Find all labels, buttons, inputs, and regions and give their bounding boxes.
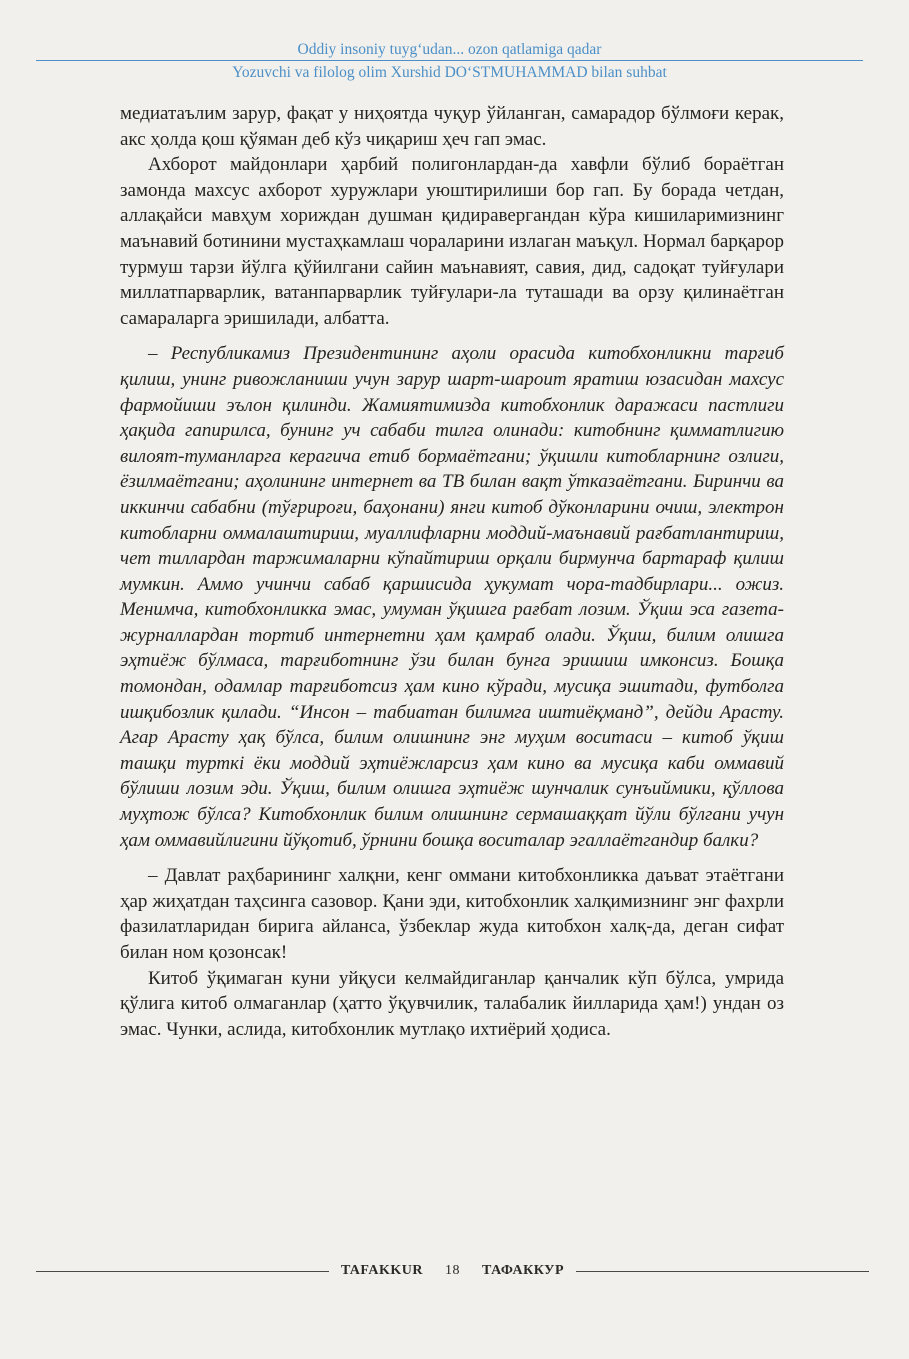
interviewer-question: – Республикамиз Президентининг аҳоли орасида китобхонликни тарғиб қилиш, унинг ривожланиши учун зарур шарт-шароит яратиш юзасидан махсус фармойиши эълон қилинди. Жамиятимизда китобхонлик даражаси пастлиги ҳақида гапирилса, бунинг уч сабаби тилга олинади: китобнинг қимматлигию вилоят-туманларга керагича етиб бормаётгани; ўқишли китобларнинг озлиги, ёзилмаётгани; аҳолининг интернет ва ТВ билан вақт ўтказаётгани. Биринчи ва иккинчи сабабни (тўғрироғи, баҳонани) янги китоб дўконларини очиш, электрон китобларни оммалаштириш, муаллифларни моддий-маънавий рағбатлантириш, чет тиллардан таржималарни кўпайтириш орқали бирмунча бартараф қилиш мумкин. Аммо учинчи сабаб қаршисида ҳукумат чора-тадбирлари... ожиз. Менимча, китобхонликка эмас, умуман ўқишга рағбат лозим. Ўқиш эса газета-журналлардан тортиб интернетни ҳам қамраб олади. Ўқиш, билим олишга эҳтиёж бўлмаса, тарғиботнинг ўзи билан бунга эришиш имконсиз. Бошқа томондан, одамлар тарғиботсиз ҳам кино кўради, мусиқа эшитади, футболга ишқибозлик қилади. “Инсон – табиатан билимга иштиёқманд”, дейди Арасту. Агар Арасту ҳақ бўлса, билим олишнинг энг муҳим воситаси – китоб ўқиш ташқи турткi ёки моддий эҳтиёжларсиз ҳам кино ва мусиқа каби оммавий бўлиши лозим эди. Ўқиш, билим олишга эҳтиёж шунчалик сунъиймики, қўллова муҳтож бўлса? Китобхонлик билим олишнинг сермашаққат йўли бўлгани учун ҳам оммавийлигини йўқотиб, ўрнини бошқа воситалар эгаллаётгандир балки?: [120, 343, 784, 851]
page-footer: [36, 1261, 869, 1281]
footer-label-cyrillic: ТАФАККУР: [482, 1263, 565, 1278]
header-rule: [36, 60, 863, 61]
footer-rule-right: [576, 1271, 869, 1272]
footer-label-latin: TAFAKKUR: [340, 1263, 424, 1278]
paragraph: Китоб ўқимаган куни уйқуси келмайдиганлар қанчалик кўп бўлса, умрида қўлига китоб олмаганлар (ҳатто ўқувчилик, талабалик йилларида ҳам!) ундан оз эмас. Чунки, аслида, китобхонлик мутлақо ихтиёрий ҳодиса.: [120, 967, 784, 1040]
page-number: 18: [445, 1263, 461, 1278]
running-header: [36, 40, 863, 82]
article-body: [120, 101, 784, 1042]
answer-paragraph: – Давлат раҳбарининг халқни, кенг оммани китобхонликка даъват этаётгани ҳар жиҳатдан таҳсинга сазовор. Қани эди, китобхонлик халқимизнинг энг фахрли фазилатларидан бирига айланса, ўзбеклар жуда китобхон халқ-да, деган сифат билан ном қозонсак!: [120, 865, 784, 963]
paragraph: Ахборот майдонлари ҳарбий полигонлардан-да хавфли бўлиб бораётган замонда махсус ахборот хуружлари уюштирилиши бор гап. Бу борада четдан, аллақайси мавҳум хориждан душман қидиравергандан кўра кишиларимизнинг маънавий ботинини мустаҳкамлаш чораларини излаган маъқул. Нормал барқарор турмуш тарзи йўлга қўйилгани сайин маънавият, савия, дид, садоқат туйғулари миллатпарварлик, ватанпарварлик туйғулари-ла туташади ва орзу қилинаётган самараларга эришилади, албатта.: [120, 154, 784, 329]
running-header-subtitle: Yozuvchi va filolog olim Xurshid DO‘STMUHAMMAD bilan suhbat: [232, 64, 667, 81]
running-header-title: Oddiy insoniy tuyg‘udan... ozon qatlamiga qadar: [297, 41, 602, 58]
paragraph-continued: медиатаълим зарур, фақат у ниҳоятда чуқур ўйланган, самарадор бўлмоғи керак, акс ҳолда қош қўяман деб кўз чиқариш ҳеч гап эмас.: [120, 103, 784, 150]
footer-rule-left: [36, 1271, 329, 1272]
